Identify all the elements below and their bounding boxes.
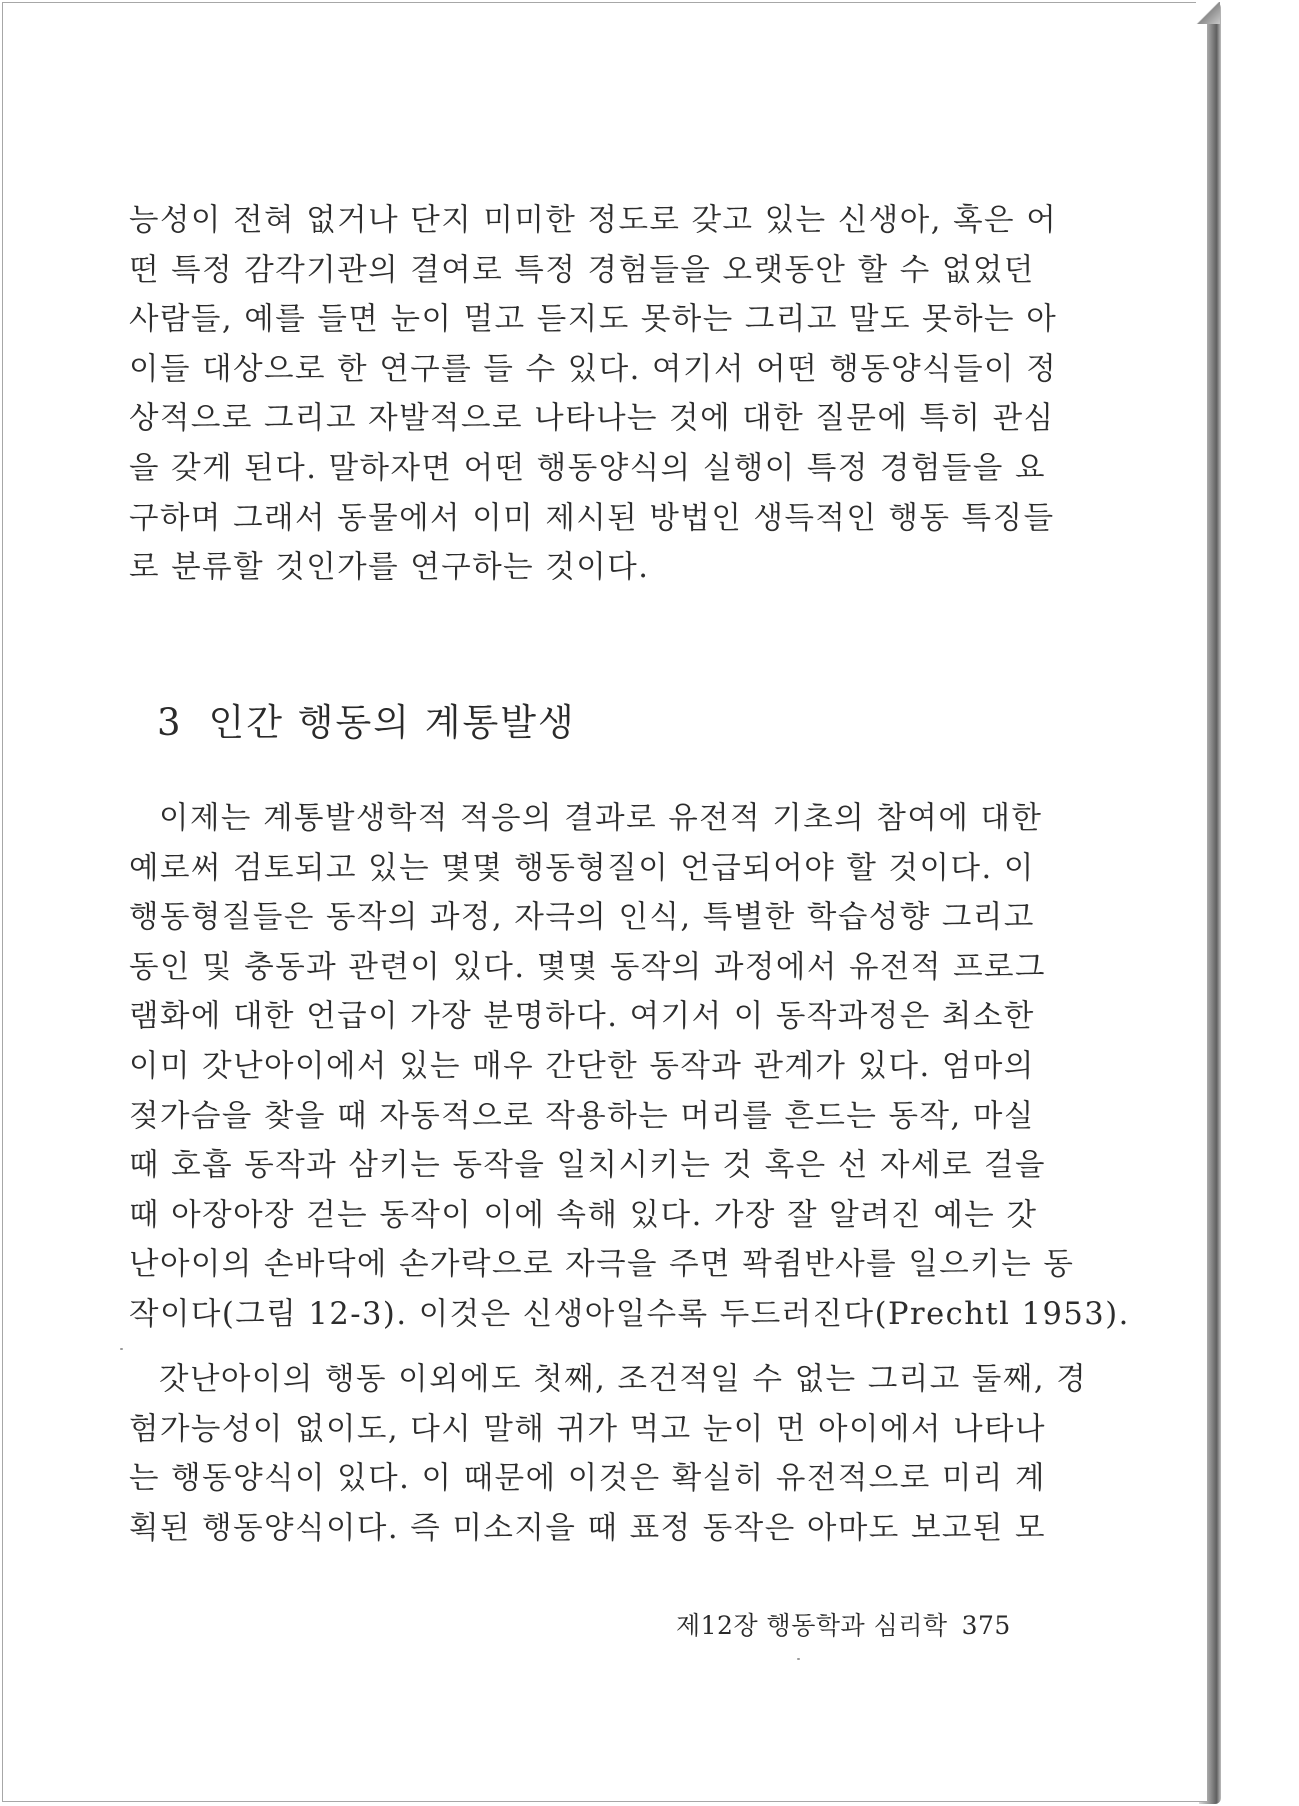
paragraph-1 [129, 196, 1058, 593]
section-number: 3 [157, 701, 183, 744]
running-footer [676, 1606, 1011, 1642]
text-line: 상적으로 그리고 자발적으로 나타나는 것에 대한 질문에 특히 관심 [129, 401, 1055, 437]
text-line: 떤 특정 감각기관의 결여로 특정 경험들을 오랫동안 할 수 없었던 [129, 252, 1035, 288]
text-line: 행동형질들은 동작의 과정, 자극의 인식, 특별한 학습성향 그리고 [129, 900, 1035, 936]
text-line: 구하며 그래서 동물에서 이미 제시된 방법인 생득적인 행동 특징들 [129, 500, 1055, 536]
text-line: 젖가슴을 찾을 때 자동적으로 작용하는 머리를 흔드는 동작, 마실 [129, 1098, 1035, 1134]
footer-chapter-title: 제12장 행동학과 심리학 [676, 1611, 948, 1640]
text-line: 때 아장아장 걷는 동작이 이에 속해 있다. 가장 잘 알려진 예는 갓 [129, 1197, 1038, 1233]
page-corner-fold [1196, 2, 1220, 24]
section-heading [157, 692, 576, 746]
text-line: 램화에 대한 언급이 가장 분명하다. 여기서 이 동작과정은 최소한 [129, 999, 1035, 1035]
text-line: 는 행동양식이 있다. 이 때문에 이것은 확실히 유전적으로 미리 계 [129, 1461, 1046, 1497]
text-line: 을 갖게 된다. 말하자면 어떤 행동양식의 실행이 특정 경험들을 요 [129, 450, 1046, 486]
text-line: 동인 및 충동과 관련이 있다. 몇몇 동작의 과정에서 유전적 프로그 [129, 949, 1046, 985]
text-line: 사람들, 예를 들면 눈이 멀고 듣지도 못하는 그리고 말도 못하는 아 [129, 302, 1058, 338]
text-line: 예로써 검토되고 있는 몇몇 행동형질이 언급되어야 할 것이다. 이 [129, 850, 1035, 886]
text-line: 난아이의 손바닥에 손가락으로 자극을 주면 꽉쥠반사를 일으키는 동 [129, 1247, 1075, 1283]
text-line: 능성이 전혀 없거나 단지 미미한 정도로 갖고 있는 신생아, 혹은 어 [129, 203, 1058, 238]
section-title: 인간 행동의 계통발생 [208, 701, 576, 744]
text-line: 획된 행동양식이다. 즉 미소지을 때 표정 동작은 아마도 보고된 모 [129, 1510, 1046, 1546]
text-line: 험가능성이 없이도, 다시 말해 귀가 먹고 눈이 먼 아이에서 나타나 [129, 1411, 1046, 1447]
paragraph-3 [129, 1355, 1088, 1553]
paragraph-2 [129, 794, 1130, 1340]
scan-speck [120, 1348, 123, 1350]
text-line: 이들 대상으로 한 연구를 들 수 있다. 여기서 어떤 행동양식들이 정 [129, 351, 1058, 387]
text-line: 때 호흡 동작과 삼키는 동작을 일치시키는 것 혹은 선 자세로 걸을 [129, 1148, 1046, 1184]
scan-speck [797, 1658, 800, 1660]
text-line: 갓난아이의 행동 이외에도 첫째, 조건적일 수 없는 그리고 둘째, 경 [159, 1362, 1088, 1397]
text-line: 이미 갓난아이에서 있는 매우 간단한 동작과 관계가 있다. 엄마의 [129, 1048, 1035, 1084]
text-line: 작이다(그림 12-3). 이것은 신생아일수록 두드러진다(Prechtl 1953). [129, 1296, 1130, 1332]
page-number: 375 [961, 1611, 1011, 1640]
text-line: 이제는 계통발생학적 적응의 결과로 유전적 기초의 참여에 대한 [159, 801, 1043, 836]
text-line: 로 분류할 것인가를 연구하는 것이다. [129, 550, 650, 586]
